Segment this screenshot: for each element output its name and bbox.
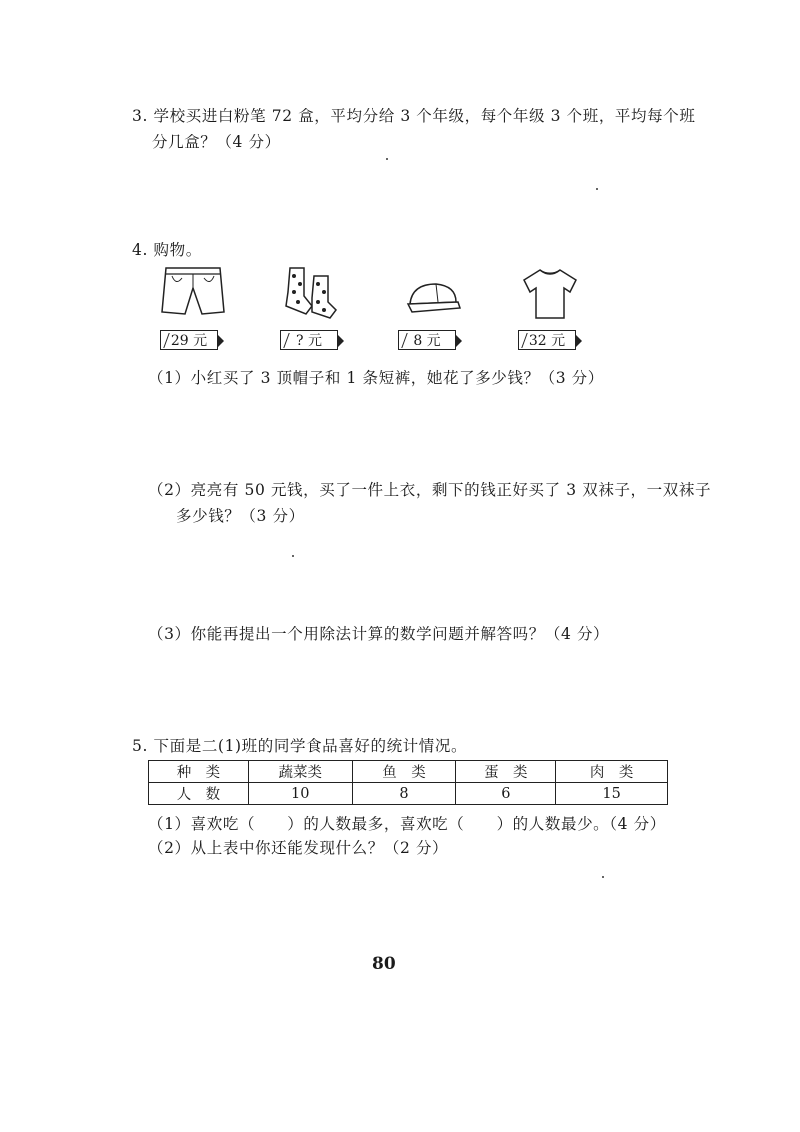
q3-text-line2: 分几盒？（4 分） xyxy=(152,133,281,151)
table-header-cell: 蛋 类 xyxy=(456,761,556,783)
table-cell: 15 xyxy=(556,783,668,805)
table-cell: 人 数 xyxy=(149,783,249,805)
table-row xyxy=(149,761,668,783)
table-cell: 10 xyxy=(248,783,352,805)
price-tag-tshirt: 32 元 xyxy=(518,330,576,350)
stats-table xyxy=(148,760,668,805)
q4-sub2-line2: 多少钱？（3 分） xyxy=(176,507,305,525)
table-row xyxy=(149,783,668,805)
scan-speck xyxy=(596,188,598,190)
scan-speck xyxy=(292,555,294,557)
q5-sub1: （1）喜欢吃（ ）的人数最多，喜欢吃（ ）的人数最少。（4 分） xyxy=(148,815,666,833)
q4-sub3: （3）你能再提出一个用除法计算的数学问题并解答吗？（4 分） xyxy=(148,625,610,643)
table-cell: 8 xyxy=(352,783,456,805)
q5-sub2: （2）从上表中你还能发现什么？（2 分） xyxy=(148,839,449,857)
price-tag-shorts: 29 元 xyxy=(160,330,218,350)
shorts-icon xyxy=(158,262,228,322)
q5-title: 5. 下面是二(1)班的同学食品喜好的统计情况。 xyxy=(132,737,468,755)
table-header-cell: 鱼 类 xyxy=(352,761,456,783)
page-number: 80 xyxy=(372,954,396,974)
cap-icon xyxy=(402,278,466,320)
table-cell: 6 xyxy=(456,783,556,805)
q3-text-line1: 3. 学校买进白粉笔 72 盒，平均分给 3 个年级，每个年级 3 个班，平均每个班 xyxy=(132,107,696,125)
q4-title: 4. 购物。 xyxy=(132,241,202,259)
scan-speck xyxy=(386,158,388,160)
tshirt-icon xyxy=(518,264,582,324)
table-header-cell: 肉 类 xyxy=(556,761,668,783)
socks-icon xyxy=(276,262,348,322)
price-tag-cap: 8 元 xyxy=(398,330,456,350)
scan-speck xyxy=(602,876,604,878)
q4-sub2-line1: （2）亮亮有 50 元钱，买了一件上衣，剩下的钱正好买了 3 双袜子，一双袜子 xyxy=(148,481,712,499)
table-header-cell: 种 类 xyxy=(149,761,249,783)
q4-sub1: （1）小红买了 3 顶帽子和 1 条短裤，她花了多少钱？（3 分） xyxy=(148,369,604,387)
price-tag-socks: ? 元 xyxy=(280,330,338,350)
table-header-cell: 蔬菜类 xyxy=(248,761,352,783)
